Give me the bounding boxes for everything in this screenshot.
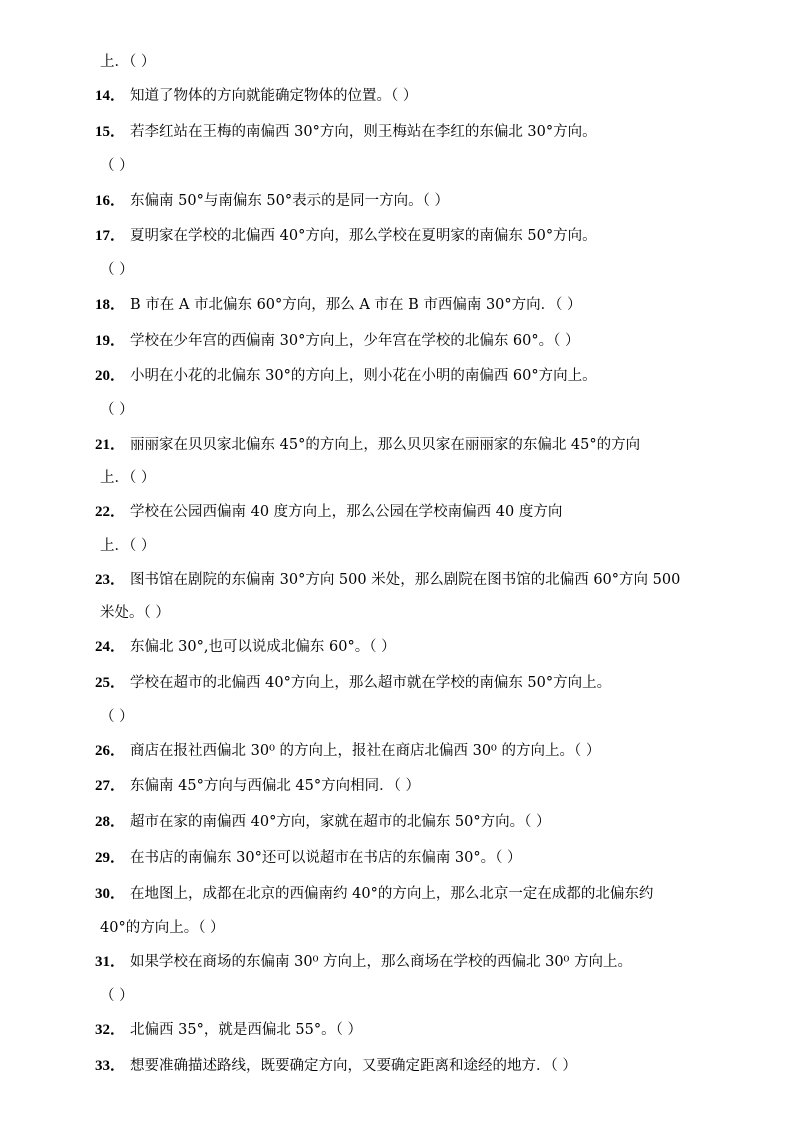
question-line (95, 366, 597, 386)
question-number: 23． (95, 572, 126, 588)
question-line (95, 952, 632, 972)
question-text: 上．（ ） (100, 538, 156, 554)
question-text: 东偏北 30°,也可以说成北偏东 60°。（ ） (130, 639, 396, 655)
question-line (95, 570, 680, 590)
question-line (95, 191, 449, 211)
question-text: 北偏西 35°，就是西偏北 55°。（ ） (130, 1022, 362, 1038)
question-line (95, 122, 597, 142)
question-line (95, 468, 155, 488)
question-number: 24． (95, 639, 126, 655)
question-number: 25． (95, 675, 126, 691)
question-number: 28． (95, 814, 126, 830)
question-number: 16． (95, 193, 126, 209)
question-line (95, 637, 396, 657)
question-text: 米处。（ ） (100, 605, 170, 621)
question-number: 14． (95, 88, 126, 104)
question-text: 在书店的南偏东 30°还可以说超市在书店的东偏南 30°。（ ） (130, 850, 522, 866)
question-text: 上．（ ） (100, 54, 156, 70)
question-line (95, 435, 640, 455)
question-line (95, 86, 417, 106)
question-text: 小明在小花的北偏东 30°的方向上，则小花在小明的南偏西 60°方向上。 (130, 368, 597, 384)
question-line (95, 502, 562, 522)
question-line (95, 812, 551, 832)
question-number: 17． (95, 228, 126, 244)
question-text: 商店在报社西偏北 30⁰ 的方向上，报社在商店北偏西 30⁰ 的方向上。（ ） (130, 743, 601, 759)
question-text: （ ） (100, 262, 134, 278)
question-number: 22． (95, 504, 126, 520)
question-text: 上．（ ） (100, 470, 156, 486)
question-number: 29． (95, 850, 126, 866)
question-line (95, 260, 134, 280)
question-text: （ ） (100, 988, 134, 1004)
question-text: B 市在 A 市北偏东 60°方向，那么 A 市在 B 市西偏南 30°方向．（ ） (130, 297, 582, 313)
question-text: （ ） (100, 402, 134, 418)
question-text: 东偏南 45°方向与西偏北 45°方向相同．（ ） (130, 778, 420, 794)
question-line (95, 1020, 362, 1040)
question-line (95, 52, 155, 72)
question-text: 夏明家在学校的北偏西 40°方向，那么学校在夏明家的南偏东 50°方向。 (130, 228, 597, 244)
question-line (95, 536, 155, 556)
question-line (95, 918, 225, 938)
question-number: 20． (95, 368, 126, 384)
question-line (95, 673, 611, 693)
question-text: 学校在超市的北偏西 40°方向上，那么超市就在学校的南偏东 50°方向上。 (130, 675, 612, 691)
question-text: 若李红站在王梅的南偏西 30°方向，则王梅站在李红的东偏北 30°方向。 (130, 124, 597, 140)
question-line (95, 884, 653, 904)
question-text: 图书馆在剧院的东偏南 30°方向 500 米处，那么剧院在图书馆的北偏西 60°方向 500 (130, 572, 681, 588)
question-text: 知道了物体的方向就能确定物体的位置。（ ） (130, 88, 418, 104)
question-number: 32． (95, 1022, 126, 1038)
question-line (95, 331, 580, 351)
question-text: 如果学校在商场的东偏南 30⁰ 方向上，那么商场在学校的西偏北 30⁰ 方向上。 (130, 954, 632, 970)
question-text: 超市在家的南偏西 40°方向，家就在超市的北偏东 50°方向。（ ） (130, 814, 551, 830)
question-number: 15． (95, 124, 126, 140)
question-number: 27． (95, 778, 126, 794)
question-text: 学校在公园西偏南 40 度方向上，那么公园在学校南偏西 40 度方向 (130, 504, 563, 520)
question-line (95, 741, 600, 761)
question-number: 30． (95, 886, 126, 902)
question-line (95, 707, 134, 727)
question-text: （ ） (100, 158, 134, 174)
question-line (95, 603, 170, 623)
question-number: 21． (95, 437, 126, 453)
question-line (95, 776, 420, 796)
question-text: 学校在少年宫的西偏南 30°方向上，少年宫在学校的北偏东 60°。（ ） (130, 333, 580, 349)
question-line (95, 1056, 577, 1076)
question-number: 31． (95, 954, 126, 970)
question-text: 东偏南 50°与南偏东 50°表示的是同一方向。（ ） (130, 193, 449, 209)
question-text: （ ） (100, 709, 134, 725)
question-number: 19． (95, 333, 126, 349)
question-line (95, 986, 134, 1006)
question-line (95, 295, 582, 315)
question-text: 想要准确描述路线，既要确定方向，又要确定距离和途经的地方．（ ） (130, 1058, 577, 1074)
question-line (95, 226, 597, 246)
question-line (95, 156, 134, 176)
question-line (95, 400, 134, 420)
question-text: 40°的方向上。（ ） (100, 920, 225, 936)
question-text: 在地图上，成都在北京的西偏南约 40°的方向上，那么北京一定在成都的北偏东约 (130, 886, 654, 902)
question-line (95, 848, 522, 868)
question-number: 26． (95, 743, 126, 759)
question-number: 33． (95, 1058, 126, 1074)
question-text: 丽丽家在贝贝家北偏东 45°的方向上，那么贝贝家在丽丽家的东偏北 45°的方向 (130, 437, 641, 453)
question-number: 18． (95, 297, 126, 313)
